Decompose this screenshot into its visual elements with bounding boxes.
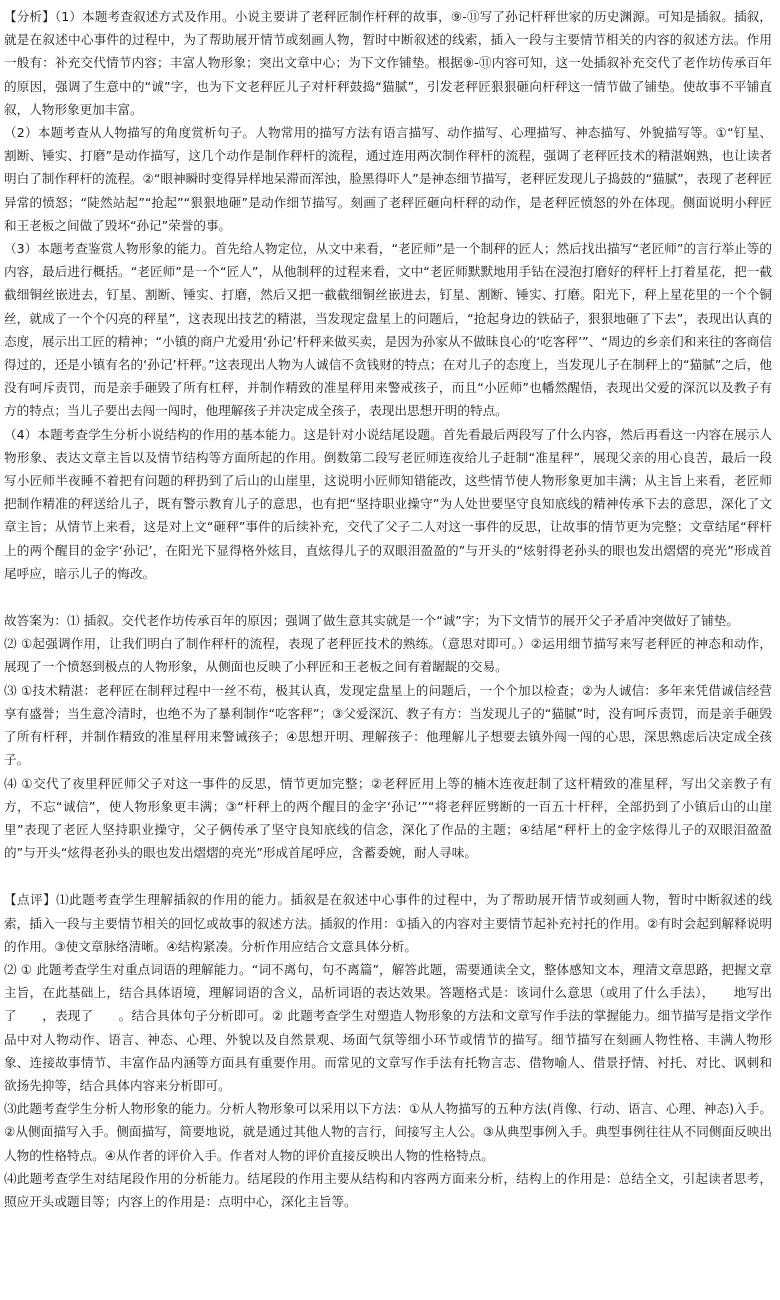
answer-paragraph-2: ⑵ ①起强调作用，让我们明白了制作秤杆的流程，表现了老秤匠技术的熟练。（意思对即可。）②运用细节描写来写老秤匠的神态和动作，展现了一个愤怒到极点的人物形象，从侧面也反映了小秤匠和王老板之间有着龌龊的交易。 — [4, 636, 772, 675]
answer-paragraph-3: ⑶ ①技术精湛：老秤匠在制秤过程中一丝不苟，极其认真，发现定盘星上的问题后，一个个加以检查；②为人诚信：多年来凭借诚信经营享有盛誉；当生意冷清时，也绝不为了暴利制作“吃客秤”；③父爱深沉、教子有方：当发现儿子的“猫腻”时，没有呵斥责罚，而是亲手砸毁了所有杆秤，并制作精致的准星秤用来警诫孩子；④思想开明、理解孩子：他理解儿子想要去镇外闯一闯的心思，深思熟虑后决定成全孩子。 — [4, 682, 772, 768]
section-spacer — [4, 585, 772, 609]
comment-paragraph-1: 【点评】⑴此题考查学生理解插叙的作用的能力。插叙是在叙述中心事件的过程中，为了帮助展开情节或刻画人物，暂时中断叙述的线索，插入一段与主要情节相关的回忆或故事的叙述方法。插叙的作用：①插入的内容对主要情节起补充衬托的作用。②有时会起到解释说明的作用。③使文章脉络清晰。④结构紧凑。分析作用应结合文意具体分析。 — [4, 892, 772, 954]
comment-paragraph-3: ⑶此题考查学生分析人物形象的能力。分析人物形象可以采用以下方法：①从人物描写的五种方法(肖像、行动、语言、心理、神态)入手。②从侧面描写入手。侧面描写，简要地说，就是通过其他人物的言行，间接写主人公。③从典型事例入手。典型事例往往从不同侧面反映出人物的性格特点。④从作者的评价入手。作者对人物的评价直接反映出人物的性格特点。 — [4, 1101, 772, 1163]
answer-paragraph-4: ⑷ ①交代了夜里秤匠师父子对这一事件的反思，情节更加完整；②老秤匠用上等的楠木连夜赶制了这杆精致的准星秤，写出父亲教子有方，不忘“诚信”，使人物形象更丰满；③“杆秤上的两个醒目的金字‘孙记’”“将老秤匠劈断的一百五十杆秤，全部扔到了小镇后山的山崖里”表现了老匠人坚持职业操守，父子俩传承了坚守良知底线的信念，深化了作品的主题；④结尾“秤杆上的金字炫得儿子的双眼泪盈盈的”与开头“炫得老孙头的眼也发出熠熠的亮光”形成首尾呼应，含蓄委婉，耐人寻味。 — [4, 775, 772, 861]
comment-paragraph-4: ⑷此题考查学生对结尾段作用的分析能力。结尾段的作用主要从结构和内容两方面来分析，结构上的作用是：总结全文，引起读者思考，照应开头或题目等；内容上的作用是：点明中心，深化主旨等。 — [4, 1170, 772, 1209]
answer-paragraph-1: 故答案为：⑴ 插叙。交代老作坊传承百年的原因；强调了做生意其实就是一个“诚”字；为下文情节的展开父子矛盾冲突做好了铺垫。 — [4, 613, 739, 629]
analysis-paragraph-2: （2）本题考查从人物描写的角度赏析句子。人物常用的描写方法有语言描写、动作描写、心理描写、神态描写、外貌描写等。①“钉星、割断、锤实、打磨”是动作描写，这几个动作是制作秤杆的流程，通过连用两次制作秤杆的流程，强调了老秤匠技术的精湛娴熟，也让读者明白了制作秤杆的流程。②“眼神瞬时变得异样地呆滞而浑浊，脸黑得吓人”是神态细节描写，老秤匠发现儿子捣鼓的“猫腻”，表现了老秤匠异常的愤怒；“陡然站起”“抢起”“狠狠地砸”是动作细节描写。刻画了老秤匠砸向杆秤的动作，是老秤匠愤怒的外在体现。侧面说明小秤匠和王老板之间做了毁坏“孙记”荣誉的事。 — [4, 125, 772, 233]
analysis-paragraph-4: （4）本题考查学生分析小说结构的作用的基本能力。这是针对小说结尾设题。首先看最后两段写了什么内容，然后再看这一内容在展示人物形象、表达文章主旨以及情节结构等方面所起的作用。倒数第二段写老匠师连夜给儿子赶制“准星秤”，展现父亲的用心良苦，最后一段写小匠师半夜睡不着把有问题的秤扔到了后山的山崖里，这说明小匠师知错能改，这些情节使人物形象更加丰满；从主旨上来看，老匠师把制作精准的秤送给儿子，既有警示教育儿子的意思，也有把“坚持职业操守”为人处世要坚守良知底线的精神传承下去的意思，深化了文章主旨；从情节上来看，这是对上文“砸秤”事件的后续补充，交代了父子二人对这一事件的反思，让故事的情节更为完整；文章结尾“秤杆上的两个醒目的金字‘孙记’，在阳光下显得格外炫目，直炫得儿子的双眼泪盈盈的”与开头的“炫射得老孙头的眼也发出熠熠的亮光”形成首尾呼应，暗示儿子的悔改。 — [4, 426, 772, 581]
comments-section — [4, 888, 772, 1213]
analysis-paragraph-1: 【分析】（1）本题考查叙述方式及作用。小说主要讲了老秤匠制作杆秤的故事，⑨-⑪写了孙记杆秤世家的历史渊源。可知是插叙。插叙，就是在叙述中心事件的过程中，为了帮助展开情节或刻画人物，暂时中断叙述的线索，插入一段与主要情节相关的内容的叙述方法。作用一般有：补充交代情节内容；丰富人物形象；突出文章中心；为下文作铺垫。根据⑨-⑪内容可知，这一处插叙补充交代了老作坊传承百年的原因，强调了生意中的“诚”字，也为下文老秤匠儿子对杆秤鼓捣“猫腻”，引发老秤匠狠狠砸向杆秤这一情节做了铺垫。使故事不平铺直叙，人物形象更加丰富。 — [4, 9, 772, 117]
answers-section — [4, 609, 772, 864]
section-spacer — [4, 864, 772, 888]
analysis-section — [4, 5, 772, 585]
comment-paragraph-2: ⑵ ① 此题考查学生对重点词语的理解能力。“词不离句，句不离篇”，解答此题，需要通读全文，整体感知文本，理清文章思路，把握文章主旨，在此基础上，结合具体语境，理解词语的含义，品析词语的表达效果。答题格式是：该词什么意思（或用了什么手法）， 地写出了 ，表现了 。结合具体句子分析即可。② 此题考查学生对塑造人物形象的方法和文章写作手法的掌握能力。细节描写是指文学作品中对人物动作、语言、神态、心理、外貌以及自然景观、场面气氛等细小环节或情节的描写。细节描写在刻画人物性格、丰满人物形象、连接故事情节、丰富作品内涵等方面具有重要作用。而常见的文章写作手法有托物言志、借物喻人、借景抒情、衬托、对比、讽刺和欲扬先抑等，结合具体内容来分析即可。 — [4, 961, 772, 1093]
analysis-paragraph-3: （3）本题考查鉴赏人物形象的能力。首先给人物定位，从文中来看，“老匠师”是一个制秤的匠人；然后找出描写“老匠师”的言行举止等的内容，最后进行概括。“老匠师”是一个“匠人”，从他制秤的过程来看，文中“老匠师默默地用手钻在浸泡打磨好的秤杆上打着星花，把一截截细铜丝嵌进去，钉星、割断、锤实、打磨，然后又把一截截细铜丝嵌进去，钉星、割断、锤实、打磨。阳光下，秤上星花里的一个个铜丝，就成了一个个闪亮的秤星”，这表现出技艺的精湛，当发现定盘星上的问题后，“抢起身边的铁砧子，狠狠地砸了下去”，表现出认真的态度，展示出工匠的精神；“小镇的商户尤爱用‘孙记’杆秤来做买卖，是因为孙家从不做昧良心的‘吃客秤’”、“周边的乡亲们和来往的客商信得过的，还是小镇有名的‘孙记’杆秤。”这表现出人物为人诚信不贪钱财的特点；在对儿子的态度上，当发现儿子在制秤上的“猫腻”之后，他没有呵斥责罚，而是亲手砸毁了所有杠秤，并制作精致的准星秤用来警戒孩子，而且“小匠师”也幡然醒悟，表现出父爱的深沉以及教子有方的特点；当儿子要出去闯一闯时，他理解孩子并决定成全孩子，表现出思想开明的特点。 — [4, 241, 772, 419]
